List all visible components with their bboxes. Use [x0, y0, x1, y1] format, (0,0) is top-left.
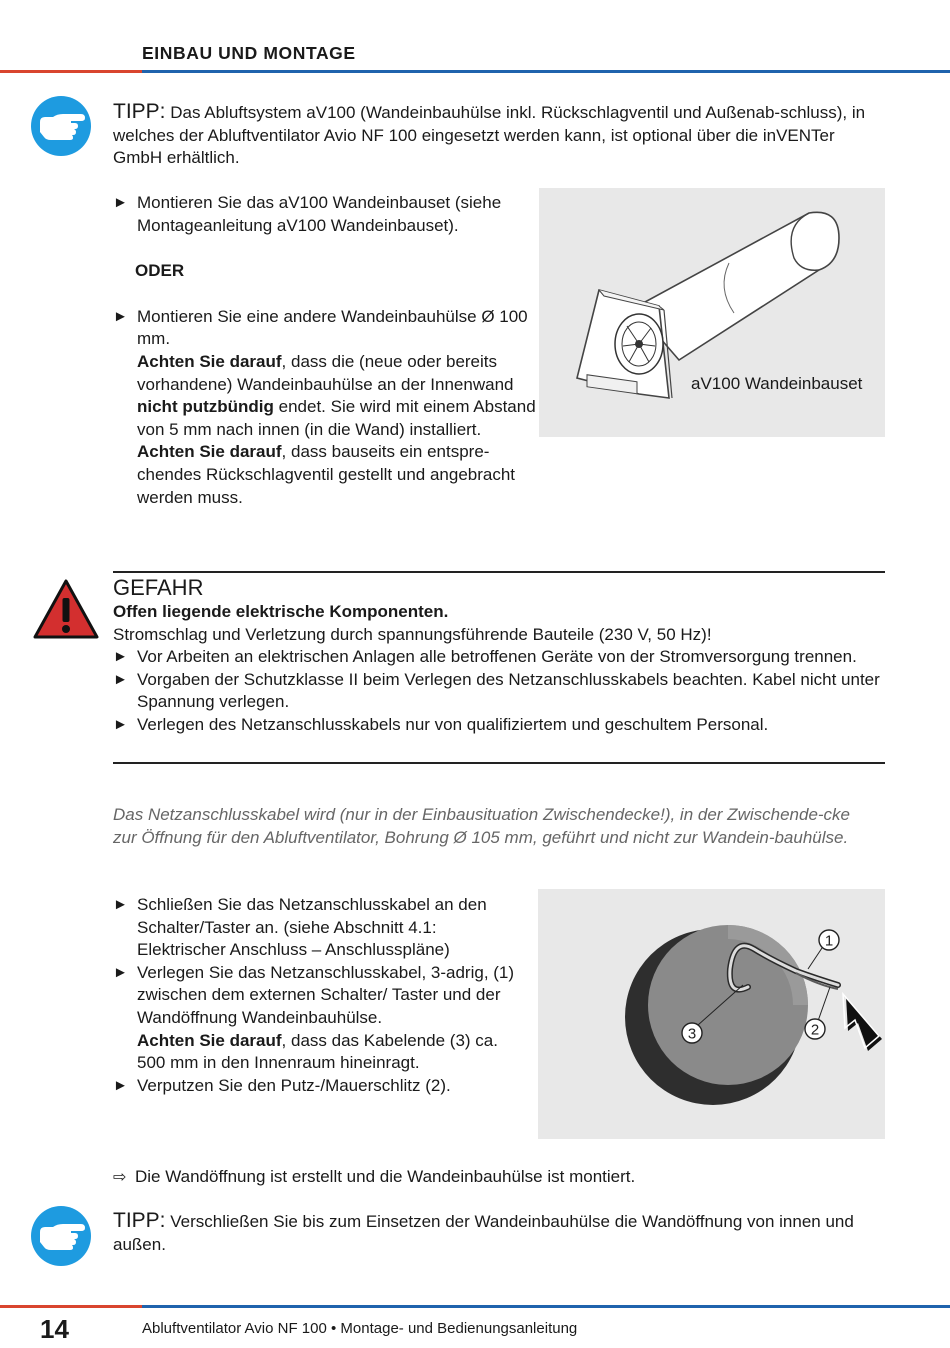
header-rule-red: [0, 70, 142, 73]
footer-rule-red: [0, 1305, 142, 1308]
tip-label: TIPP:: [113, 1209, 166, 1232]
emphasis-text: nicht putzbündig: [137, 397, 274, 417]
image-caption: aV100 Wandeinbauset: [691, 374, 863, 393]
cable-figure: [538, 889, 885, 1139]
pointing-hand-icon: [31, 96, 91, 156]
list-item: [113, 192, 538, 237]
bullet-text: Schließen Sie das Netzanschlusskabel an den Schalter/Taster an. (siehe Abschnitt 4.1: Elektrischer Anschluss – Anschlusspläne): [137, 895, 487, 960]
emphasis-text: Achten Sie darauf: [137, 442, 282, 462]
triangle-bullet-icon: ►: [113, 648, 128, 666]
triangle-bullet-icon: ►: [113, 307, 128, 325]
list-item: [113, 306, 538, 509]
bullet-text: Montieren Sie eine andere Wandeinbauhülse Ø 100 mm.: [137, 306, 528, 349]
wall-opening-illustration: [538, 889, 885, 1139]
callout-2-label: 2: [810, 1021, 820, 1039]
warning-triangle-icon: [32, 578, 100, 640]
danger-top-rule: [113, 571, 885, 573]
result-text: Die Wandöffnung ist erstellt und die Wandeinbauhülse ist montiert.: [135, 1167, 636, 1186]
install-instructions: [113, 192, 538, 509]
list-item: [113, 669, 885, 714]
danger-title: GEFAHR: [113, 575, 204, 600]
list-item: [113, 646, 885, 669]
tip-paragraph: [113, 101, 883, 170]
cable-instructions: [113, 894, 523, 1097]
bullet-text: Verputzen Sie den Putz-/Mauerschlitz (2).: [137, 1075, 451, 1095]
tip-paragraph: [113, 1210, 883, 1256]
page-number: 14: [40, 1314, 69, 1344]
oder-label: ODER: [135, 261, 185, 281]
pointing-hand-icon: [31, 1206, 91, 1266]
body-text: , dass das Kabelende (3) ca. 500 mm in den Innenraum hineinragt.: [137, 1030, 498, 1073]
body-text: endet. Sie wird mit einem Abstand von 5 mm nach innen (in die Wand) installiert.: [137, 397, 536, 439]
bullet-text: Verlegen des Netzanschlusskabels nur von qualifiziertem und geschultem Personal.: [137, 714, 769, 734]
list-item: [113, 894, 523, 962]
outline-arrow-icon: ⇨: [113, 1169, 127, 1186]
danger-description: Stromschlag und Verletzung durch spannungsführende Bauteile (230 V, 50 Hz)!: [113, 624, 712, 644]
triangle-bullet-icon: ►: [113, 194, 128, 211]
list-item: [113, 1075, 523, 1098]
danger-subtitle: Offen liegende elektrische Komponenten.: [113, 602, 449, 621]
triangle-bullet-icon: ►: [113, 963, 128, 981]
result-line: [113, 1166, 885, 1190]
danger-bottom-rule: [113, 762, 885, 764]
callout-3-label: 3: [687, 1025, 697, 1043]
tip-text: Verschließen Sie bis zum Einsetzen der Wandeinbauhülse die Wandöffnung von innen und außen.: [113, 1212, 854, 1254]
page-header-title: EINBAU UND MONTAGE: [142, 43, 356, 63]
emphasis-text: Achten Sie darauf: [137, 351, 282, 371]
installation-note: Das Netzanschlusskabel wird (nur in der Einbausituation Zwischendecke!), in der Zwischende-cke zur Öffnung für den Abluftventilator, Bohrung Ø 105 mm, geführt und nicht zur Wandein-bauhülse.: [113, 805, 851, 847]
footer-rule-blue: [142, 1305, 950, 1308]
emphasis-text: Achten Sie darauf: [137, 1030, 282, 1050]
callout-1-label: 1: [824, 932, 834, 950]
tip-label: TIPP:: [113, 100, 166, 123]
bullet-text: Verlegen Sie das Netzanschlusskabel, 3-adrig, (1) zwischen dem externen Schalter/ Taster und der Wandöffnung Wandeinbauhülse.: [137, 962, 515, 1027]
footer-text: Abluftventilator Avio NF 100 • Montage- und Bedienungsanleitung: [142, 1320, 578, 1337]
list-item: [113, 714, 885, 737]
tip-text: Das Abluftsystem aV100 (Wandeinbauhülse inkl. Rückschlagventil und Außenab-schluss), in welches der Abluftventilator Avio NF 100 eingesetzt werden kann, ist optional über die inVENTer GmbH erhältlich.: [113, 103, 866, 168]
triangle-bullet-icon: ►: [113, 670, 128, 688]
danger-content: [113, 575, 885, 737]
av100-figure: [539, 188, 885, 437]
bullet-text: Vor Arbeiten an elektrischen Anlagen alle betroffenen Geräte von der Stromversorgung trennen.: [137, 647, 857, 667]
triangle-bullet-icon: ►: [113, 715, 128, 733]
list-item: [113, 962, 523, 1075]
triangle-bullet-icon: ►: [113, 896, 128, 913]
bullet-text: Montieren Sie das aV100 Wandeinbauset (siehe Montageanleitung aV100 Wandeinbauset).: [137, 193, 502, 235]
header-rule-blue: [142, 70, 950, 73]
bullet-text: Vorgaben der Schutzklasse II beim Verlegen des Netzanschlusskabels beachten. Kabel nicht unter Spannung verlegen.: [137, 669, 880, 712]
body-text: , dass bauseits ein entspre-chendes Rückschlagventil gestellt und angebracht werden muss.: [137, 442, 516, 507]
triangle-bullet-icon: ►: [113, 1076, 128, 1094]
body-text: , dass die (neue oder bereits vorhandene) Wandeinbauhülse an der Innenwand: [137, 351, 514, 394]
wall-sleeve-illustration: [539, 188, 885, 437]
